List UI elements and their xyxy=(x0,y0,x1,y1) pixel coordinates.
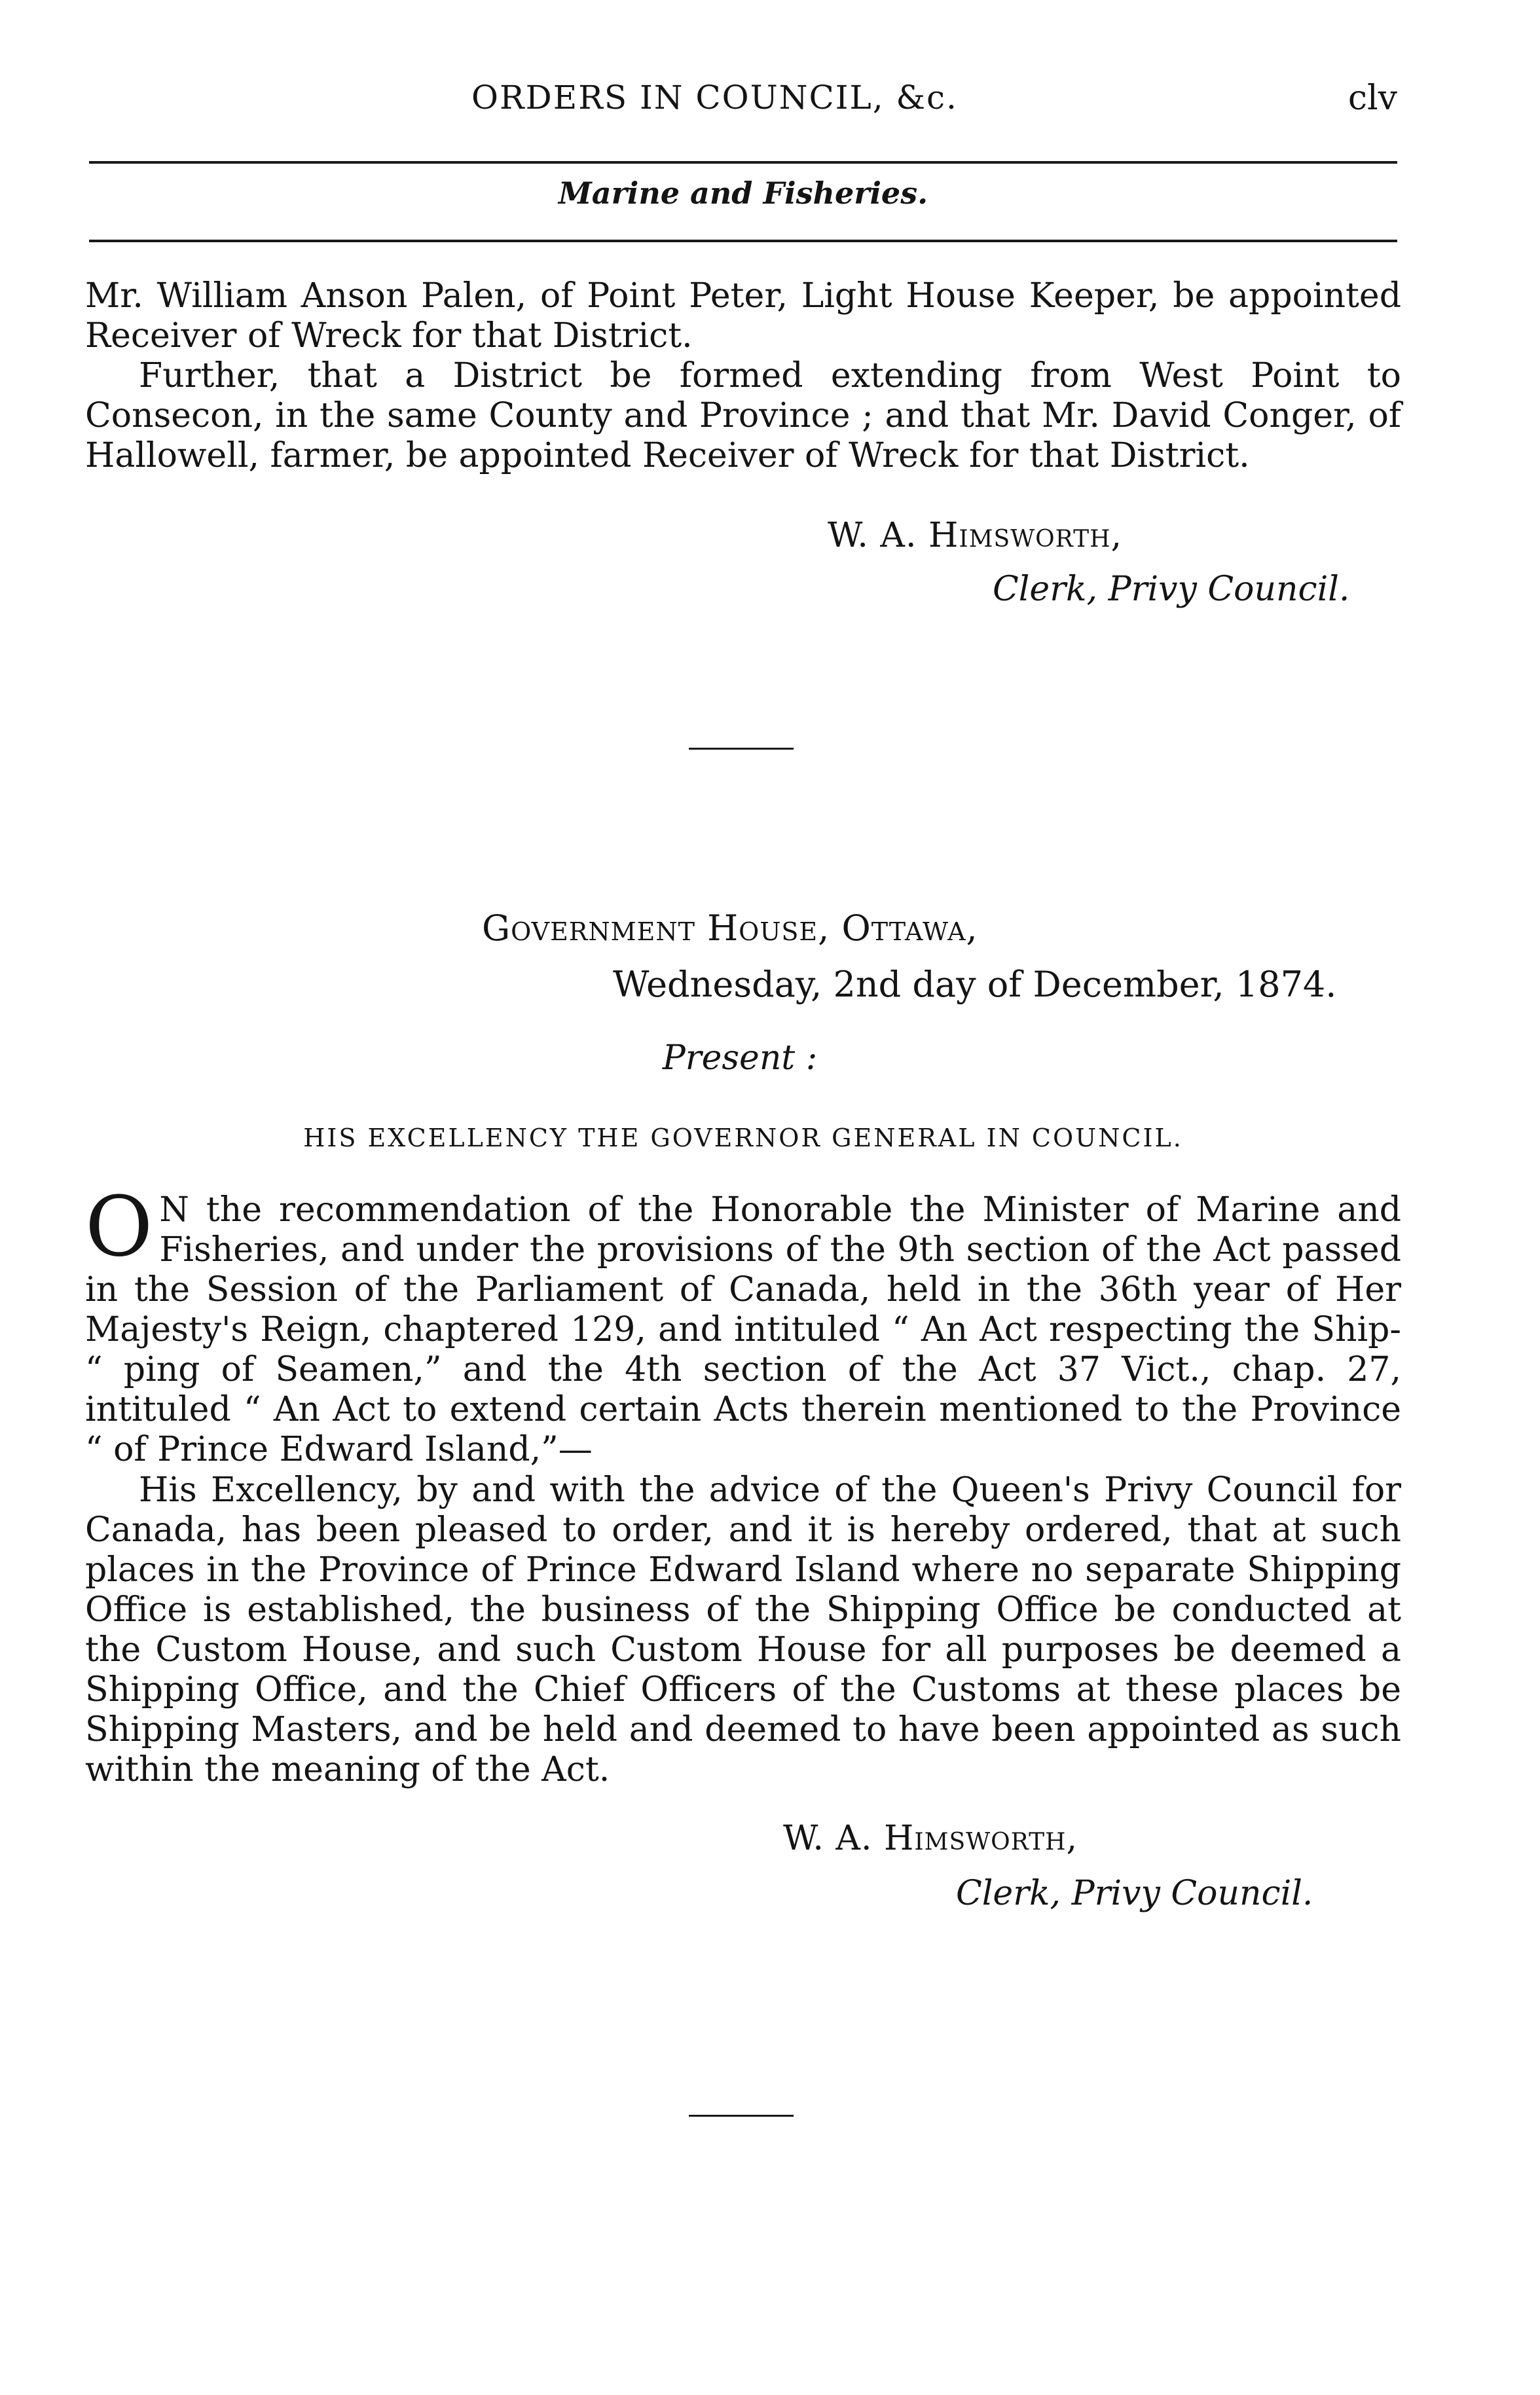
header-rule-bottom xyxy=(89,240,1397,242)
order-1-signature-name: W. A. Himsworth, xyxy=(828,516,1123,555)
section-divider xyxy=(689,748,794,750)
order-1-body xyxy=(85,276,1401,476)
order-2-paragraph-1-text: N the recommendation of the Honorable the Minister of Marine and Fisheries, and under the provisions of the 9th section of the Act passed in the Session of the Parliament of Canada, held in the 36th year of Her Majesty's Reign, chaptered 129, and intituled “ An Act respecting the Ship- “ ping of Seamen,” and the 4th section of the Act 37 Vict., chap. 27, intituled “ An Act to extend certain Acts therein mentioned to the Province “ of Prince Edward Island,”— xyxy=(85,1190,1401,1469)
present-heading: Present : xyxy=(662,1038,818,1078)
meeting-place: Government House, Ottawa, xyxy=(482,907,978,949)
end-divider xyxy=(689,2115,794,2117)
order-2-signature-name: W. A. Himsworth, xyxy=(783,1819,1078,1858)
drop-cap: O xyxy=(85,1179,153,1275)
order-1-signature-title: Clerk, Privy Council. xyxy=(993,570,1350,609)
order-1-paragraph-2: Further, that a District be formed extending from West Point to Consecon, in the same County and Province ; and that Mr. David Conger, of Hallowell, farmer, be appointed Receiver of Wreck for that District. xyxy=(85,356,1401,475)
header-rule-top xyxy=(89,161,1397,164)
order-2-signature-title: Clerk, Privy Council. xyxy=(956,1874,1313,1913)
page-number: clv xyxy=(1348,79,1397,118)
section-heading: Marine and Fisheries. xyxy=(558,175,928,211)
order-1-paragraph-1: Mr. William Anson Palen, of Point Peter, Light House Keeper, be appointed Receiver of Wreck for that District. xyxy=(85,276,1401,356)
council-heading: HIS EXCELLENCY THE GOVERNOR GENERAL IN COUNCIL. xyxy=(303,1124,1183,1152)
order-2-paragraph-1 xyxy=(85,1179,1401,1470)
running-title: ORDERS IN COUNCIL, &c. xyxy=(471,79,958,117)
order-2-paragraph-2: His Excellency, by and with the advice of the Queen's Privy Council for Canada, has been pleased to order, and it is hereby ordered, that at such places in the Province of Prince Edward Island where no separate Shipping Office is established, the business of the Shipping Office be conducted at the Custom House, and such Custom House for all purposes be deemed a Shipping Office, and the Chief Officers of the Customs at these places be Shipping Masters, and be held and deemed to have been appointed as such within the meaning of the Act. xyxy=(85,1471,1401,1789)
meeting-date: Wednesday, 2nd day of December, 1874. xyxy=(613,964,1337,1005)
